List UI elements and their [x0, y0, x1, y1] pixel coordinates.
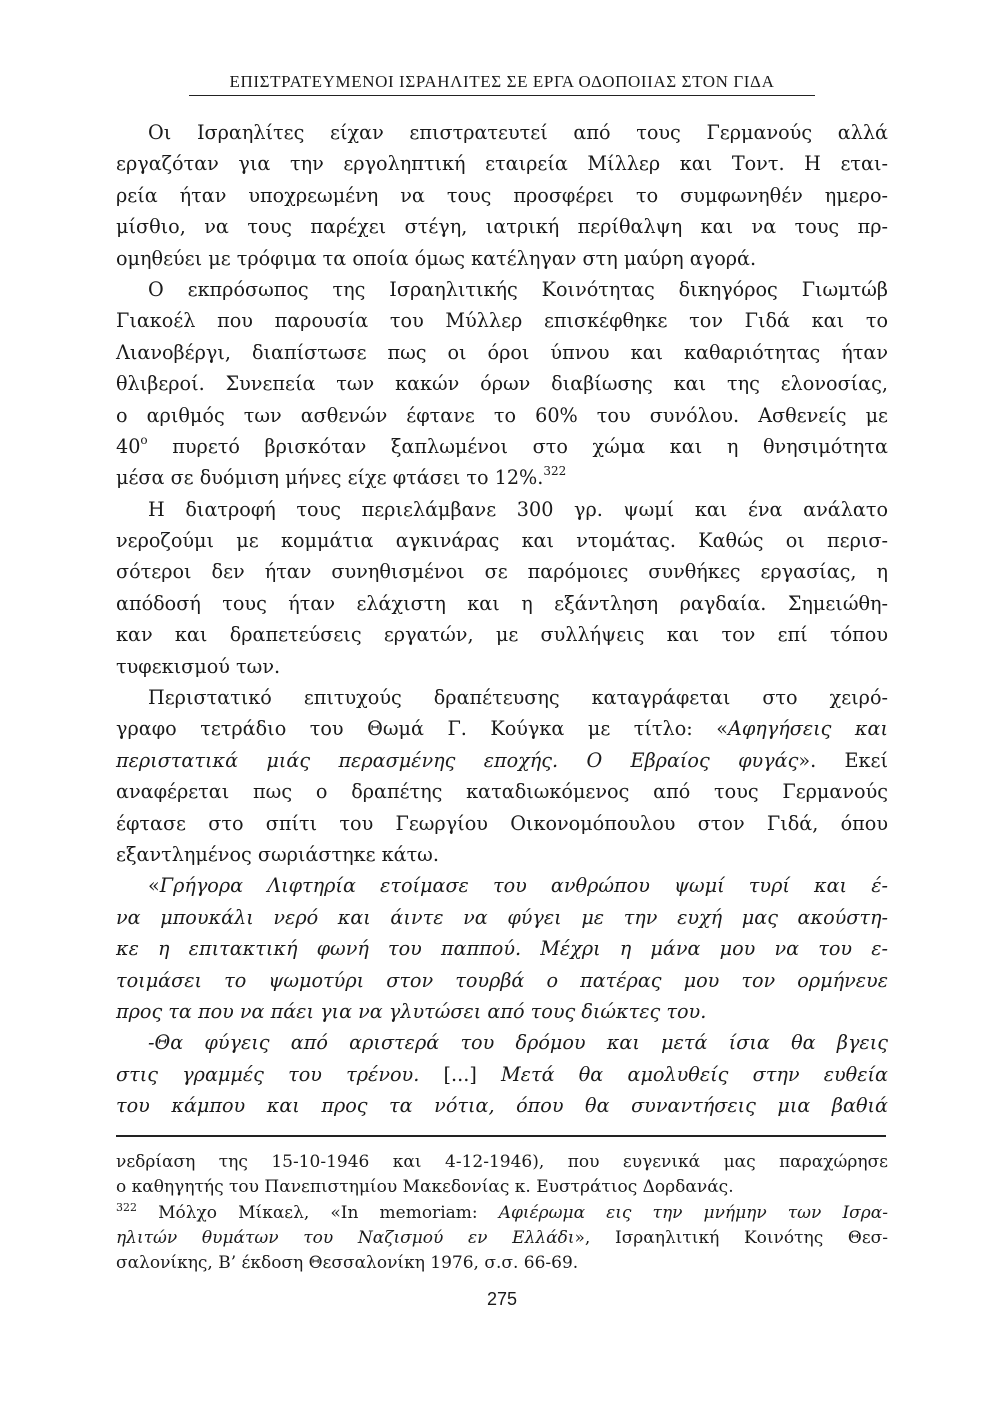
footnote-number: 322 [116, 1200, 137, 1214]
footnote-line [116, 1201, 888, 1226]
text-line: Λιανοβέργι, διαπίστωσε πως οι όροι ύπνου και καθαριότητας ήταν [116, 340, 888, 364]
quote-line: να μπουκάλι νερό και άιντε να φύγει με την ευχή μας ακούστη- [116, 905, 888, 929]
text-run: », Ισραηλιτική Κοινότης Θεσ- [574, 1227, 888, 1248]
footnote-ref: 322 [543, 464, 567, 479]
text-line: Οι Ισραηλίτες είχαν επιστρατευτεί από τους Γερμανούς αλλά [148, 121, 888, 144]
footnote-line: ο καθηγητής του Πανεπιστημίου Μακεδονίας κ. Ευστράτιος Δορδανάς. [116, 1177, 734, 1198]
quote-line: του κάμπου και προς τα νότια, όπου θα συναντήσεις μια βαθιά [116, 1094, 888, 1118]
text-run: πυρετό βρισκόταν ξαπλωμένοι στο χώμα και η θνησιμότητα [147, 434, 888, 458]
text-line: νεροζούμι με κομμάτια αγκινάρας και ντομάτας. Καθώς οι περισ- [116, 529, 888, 553]
page-number: 275 [486, 1289, 518, 1309]
quote-line: -Θα φύγεις από αριστερά του δρόμου και μετά ίσια θα βγεις [148, 1031, 888, 1055]
text-line [116, 870, 888, 901]
text-run: γραφο τετράδιο του Θωμά Γ. Κούγκα με τίτλο: « [116, 717, 728, 741]
footnote-line [116, 1226, 888, 1251]
quote-text: Μετά θα αμολυθείς στην ευθεία [501, 1062, 888, 1086]
quote-line: τοιμάσει το ψωμοτύρι στον τουρβά ο πατέρας μου τον ορμήνευε [116, 968, 888, 992]
text-line: εργαζόταν για την εργοληπτική εταιρεία Μίλλερ και Τοντ. Η εται- [116, 152, 888, 176]
text-line: σότεροι δεν ήταν συνηθισμένοι σε παρόμοιες συνθήκες εργασίας, η [116, 560, 888, 584]
text-line: αναφέρεται πως ο δραπέτης καταδιωκόμενος από τους Γερμανούς [116, 780, 888, 804]
text-line: θλιβεροί. Συνεπεία των κακών όρων διαβίωσης και της ελονοσίας, [116, 372, 888, 396]
text-line: ο αριθμός των ασθενών έφτανε το 60% του συνόλου. Ασθενείς με [116, 403, 888, 427]
temperature-value: 40 [116, 434, 141, 458]
text-line: καν και δραπετεύσεις εργατών, με συλλήψεις και τον επί τόπου [116, 623, 888, 647]
quote-text: Γρήγορα Λιφτηρία ετοίμασε του ανθρώπου ψωμί τυρί και έ- [159, 874, 888, 898]
italic-title: ηλιτών θυμάτων του Ναζισμού εν Ελλάδι [116, 1227, 575, 1248]
text-line [116, 431, 888, 462]
footnote-line: νεδρίαση της 15-10-1946 και 4-12-1946), που ευγενικά μας παραχώρησε [116, 1152, 888, 1172]
quote-text: στις γραμμές του τρένου. [116, 1062, 420, 1086]
text-line: έφτασε στο σπίτι του Γεωργίου Οικονομόπουλου στον Γιδά, όπου [116, 811, 888, 835]
text-line: Η διατροφή τους περιελάμβανε 300 γρ. ψωμί και ένα ανάλατο [148, 497, 888, 521]
text-line: τυφεκισμού των. [116, 654, 281, 678]
degree-sign: ο [140, 432, 148, 447]
running-header: ΕΠΙΣΤΡΑΤΕΥΜΕΝΟΙ ΙΣΡΑΗΛΙΤΕΣ ΣΕ ΕΡΓΑ ΟΔΟΠΟΙΙΑΣ ΣΤΟΝ ΓΙΔΑ [189, 72, 815, 96]
text-line [116, 713, 888, 744]
italic-title: Αφηγήσεις και [728, 717, 888, 741]
ellipsis: [...] [419, 1062, 502, 1086]
text-run: μέσα σε δυόμιση μήνες είχε φτάσει το 12%. [116, 466, 544, 490]
quote-line: κε η επιτακτική φωνή του παππού. Μέχρι η μάνα μου να του ε- [116, 937, 888, 961]
italic-title: Αφιέρωμα εις την μνήμην των Ισρα- [498, 1202, 888, 1223]
text-line: ομηθεύει με τρόφιμα τα οποία όμως κατέληγαν στη μαύρη αγορά. [116, 246, 757, 270]
quote-line [116, 1059, 888, 1090]
text-line: απόδοσή τους ήταν ελάχιστη και η εξάντληση ραγδαία. Σημειώθη- [116, 591, 888, 615]
text-line: Ο εκπρόσωπος της Ισραηλιτικής Κοινότητας δικηγόρος Γιωμτώβ [148, 277, 888, 301]
footnote-separator [116, 1135, 886, 1137]
quote-mark: « [148, 874, 160, 898]
text-line: Περιστατικό επιτυχούς δραπέτευσης καταγράφεται στο χειρό- [148, 686, 888, 710]
text-line: ρεία ήταν υποχρεωμένη να τους προσφέρει το συμφωνηθέν ημερο- [116, 183, 888, 207]
quote-line: προς τα που να πάει για να γλυτώσει από τους διώκτες του. [116, 999, 707, 1023]
text-line: Γιακοέλ που παρουσία του Μύλλερ επισκέφθηκε τον Γιδά και το [116, 309, 888, 333]
text-run: Μόλχο Μίκαελ, «In memoriam: [137, 1202, 499, 1223]
text-line [116, 462, 888, 493]
text-run: ». Εκεί [798, 748, 888, 772]
text-line: μίσθιο, να τους παρέχει στέγη, ιατρική περίθαλψη και να τους πρ- [116, 215, 888, 239]
text-line [116, 745, 888, 776]
footnote-line: σαλονίκης, Β’ έκδοση Θεσσαλονίκη 1976, σ.σ. 66-69. [116, 1253, 579, 1274]
italic-title: περιστατικά μιάς περασμένης εποχής. Ο Εβραίος φυγάς [116, 748, 799, 772]
text-line: εξαντλημένος σωριάστηκε κάτω. [116, 842, 439, 866]
body-text [116, 117, 888, 1122]
footnotes [116, 1150, 888, 1276]
